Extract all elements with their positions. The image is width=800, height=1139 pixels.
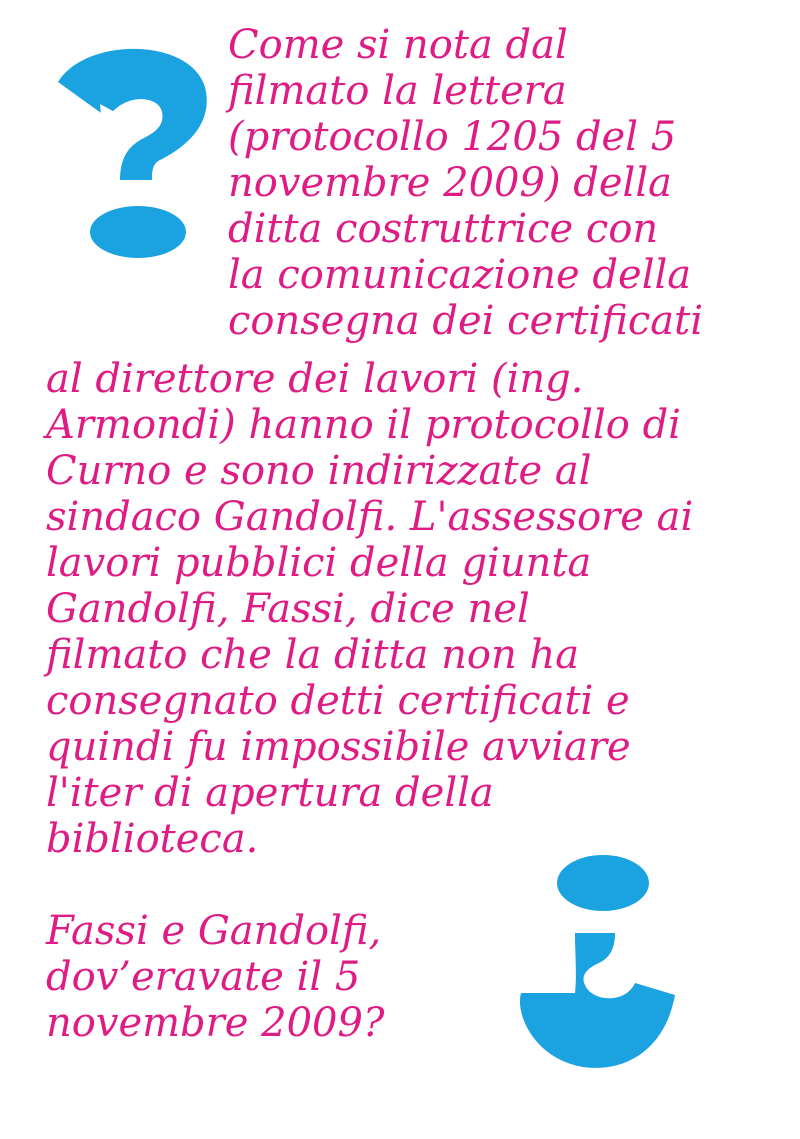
- text-line: Gandolfi, Fassi, dice nel: [46, 586, 530, 632]
- question-mark-icon: [40, 42, 220, 262]
- text-line: consegna dei certificati: [228, 298, 704, 344]
- text-line: lavori pubblici della giunta: [46, 540, 592, 586]
- text-line: filmato la lettera: [228, 68, 567, 114]
- text-line: Come si nota dal: [228, 22, 568, 68]
- text-line: sindaco Gandolfi. L'assessore ai: [46, 494, 694, 540]
- text-line: consegnato detti certificati e: [46, 678, 630, 724]
- text-line: (protocollo 1205 del 5: [228, 114, 677, 160]
- inverted-question-mark-icon: [515, 845, 695, 1075]
- text-line: Armondi) hanno il protocollo di: [46, 402, 681, 448]
- text-line: al direttore dei lavori (ing.: [46, 356, 584, 402]
- text-line: l'iter di apertura della: [46, 770, 494, 816]
- text-line: quindi fu impossibile avviare: [46, 724, 631, 770]
- text-line: novembre 2009) della: [228, 160, 672, 206]
- closing-question: [46, 908, 506, 1046]
- text-line: filmato che la ditta non ha: [46, 632, 580, 678]
- text-line: biblioteca.: [46, 816, 259, 862]
- closing-line: novembre 2009?: [46, 1000, 385, 1046]
- closing-line: Fassi e Gandolfi,: [46, 908, 382, 954]
- paragraph-bottom: [46, 356, 718, 862]
- closing-line: dov’eravate il 5: [46, 954, 361, 1000]
- paragraph-top: [228, 22, 718, 344]
- text-line: ditta costruttrice con: [228, 206, 659, 252]
- text-line: la comunicazione della: [228, 252, 692, 298]
- text-line: Curno e sono indirizzate al: [46, 448, 592, 494]
